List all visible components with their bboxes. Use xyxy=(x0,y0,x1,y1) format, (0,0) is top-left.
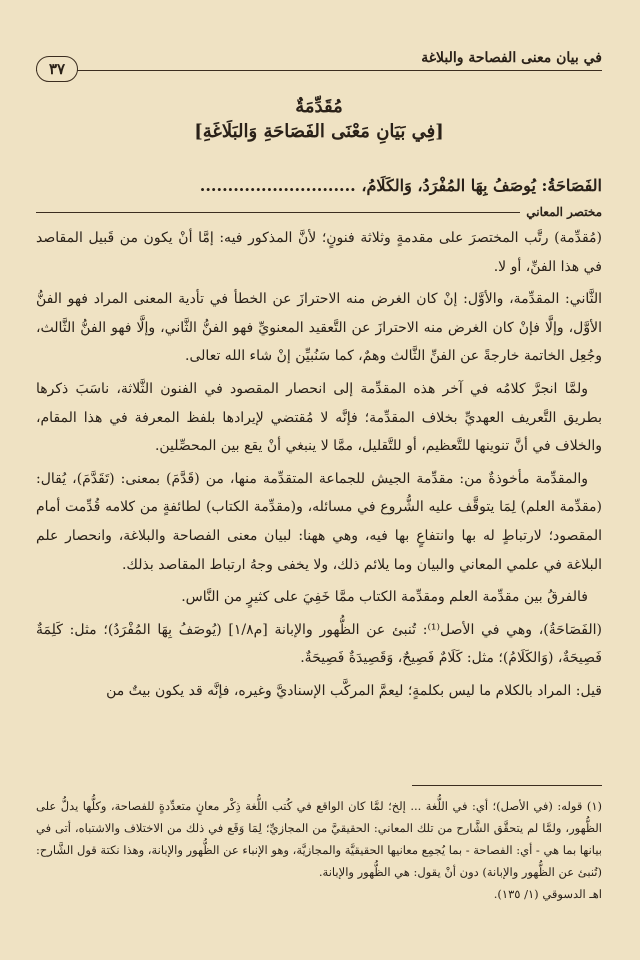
matn-dots: ............................ xyxy=(199,176,356,195)
matn-line xyxy=(36,176,602,195)
paragraph: ولمَّا انجرَّ كلامُه في آخر هذه المقدِّمة إلى انحصار المقصود في الفنون الثَّلاثة، ناسَبَ ذكرها بطريق التَّعريف العهديِّ بخلاف المقدِّمة؛ فإنَّه لا مُقتضي لإيرادها بلفظ المعرفة في هذا المقام، والخلاف في أنَّ تنوينها للتَّعظيم، أو للتَّقليل، ممَّا لا ينبغي أنْ يقع بين المحصِّلين. xyxy=(36,380,602,455)
paragraph: قيل: المراد بالكلام ما ليس بكلمةٍ؛ ليعمَّ المركَّب الإسناديَّ وغيره، فإنَّه قد يكون بيتٌ من xyxy=(106,682,602,699)
footnote: (١) قوله: (في الأصل)؛ أي: في اللُّغة ... إلخ؛ لمَّا كان الواقع في كُتب اللُّغة ذِكْر معانٍ متعدِّدةٍ للفصاحة، وكلُّها يدلُّ على الظُّهور، ولمَّا لم يتحقَّق الشَّارح من تلك المعاني: الحقيقيَّ من المجازيِّ؛ لِمَا وَقَع في ذلك من الاختلاف والاشتباه، أتى في بيانها بما هي - أي: الفصاحة - بما يُجمِع معانيها الحقيقيَّة والمجازيَّة، وهو الإنباء عن الظُّهور والإبانة، وهذا نكتة قول الشَّارح: (تُنبئ عن الظُّهور والإبانة) دون أنْ يقول: هي الظُّهور والإبانة. xyxy=(36,799,602,879)
footnotes xyxy=(36,795,602,905)
paragraph: الثَّاني: المقدِّمة، والأوَّل: إنْ كان الغرض منه الاحترازَ عن الخطأ في تأدية المعنى المراد فهو الفنُّ الأوَّل، وإلَّا فإنْ كان الغرض منه الاحترازَ عن التَّعقيد المعنويِّ فهو الفنُّ الثَّاني، وإلَّا فهو الفنُّ الثَّالث، وجُعِل الخاتمة خارجةً عن الفنِّ الثَّالث وهمٌ، كما سَنُبيِّن إنْ شاء الله تعالى. xyxy=(36,291,602,365)
section-title: مُقَدِّمَةٌ xyxy=(295,96,343,117)
paragraph: فالفرقُ بين مقدِّمة العلم ومقدِّمة الكتاب ممَّا خَفِيَ على كثيرٍ من النَّاس. xyxy=(181,589,588,606)
page-header xyxy=(36,40,602,78)
paragraph: (مُقدِّمة) رتَّب المختصرَ على مقدمةٍ وثلاثة فنونٍ؛ لأنَّ المذكور فيه: إمَّا أنْ يكون من قَبيل المقاصد في هذا الفنِّ، أو لا. xyxy=(36,230,602,275)
footnote-source: اهـ الدسوقي (١/ ١٣٥). xyxy=(493,887,602,901)
section-title-block xyxy=(36,96,602,142)
paragraph: والمقدِّمة مأخوذةٌ من: مقدِّمة الجيش للجماعة المتقدِّمة منها، من (قَدَّمَ) بمعنى: (تَقَدَّمَ)، يُقال: (مقدِّمة العلم) لِمَا يتوقَّف عليه الشُّروع في مسائله، و(مقدِّمة الكتاب) لطائفةٍ من كلامه قُدِّمت أمام المقصود؛ لارتباطٍ له بها وانتفاعٍ بها فيه، وهي ههنا: لبيان معنى الفصاحة والبلاغة، وانحصار علم البلاغة في علمي المعاني والبيان وما يلائم ذلك، ولا يخفى وجهُ ارتباط المقاصد بذلك. xyxy=(36,470,602,573)
running-head: في بيان معنى الفصاحة والبلاغة xyxy=(421,50,602,66)
commentary-body xyxy=(36,224,602,710)
page-number: ٣٧ xyxy=(36,56,78,82)
commentary-label: مختصر المعاني xyxy=(526,205,602,219)
section-subtitle: [فِي بَيَانِ مَعْنَى الفَصَاحَةِ وَالبَلَاغَةِ] xyxy=(194,121,444,142)
commentary-divider xyxy=(36,212,520,213)
footnote-divider xyxy=(412,785,602,786)
matn-text: الفَصَاحَةُ: يُوصَفُ بِهَا المُفْرَدُ، وَالكَلَامُ، xyxy=(361,176,602,195)
paragraph: (الفَصَاحَةُ)، وهي في الأصل⁽¹⁾: تُنبئ عن الظُّهور والإبانة [م١/٨] (يُوصَفُ بِهَا المُفْرَدُ)؛ مثل: كَلِمَةٌ فَصِيحَةٌ، (وَالكَلَامُ)؛ مثل: كَلَامٌ فَصِيحٌ، وَقَصِيدَةٌ فَصِيحَةٌ. xyxy=(36,621,602,667)
